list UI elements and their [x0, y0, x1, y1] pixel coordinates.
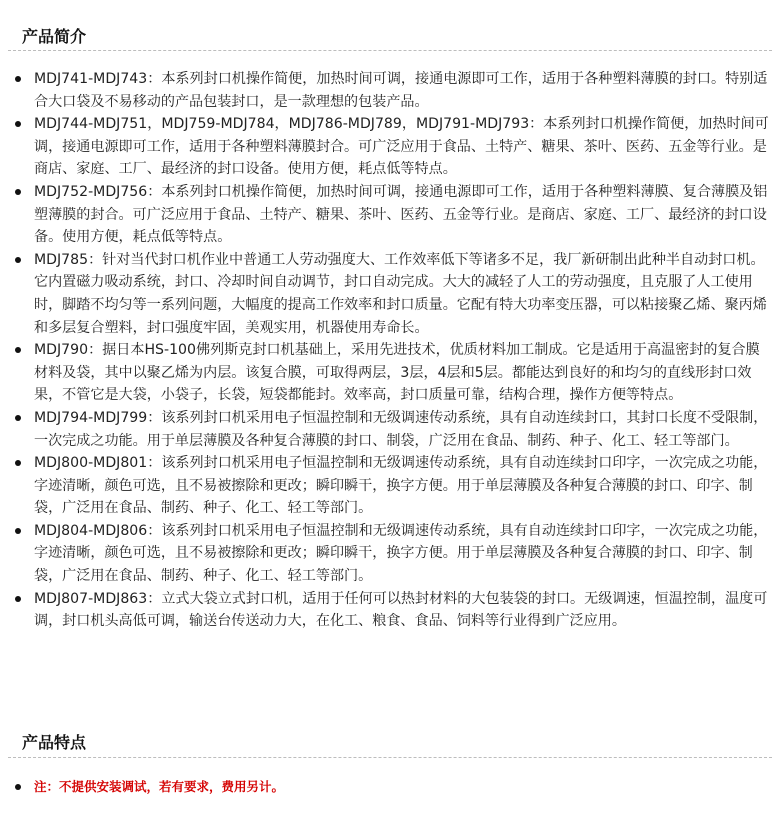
bullet-icon [15, 784, 21, 790]
features-list [0, 778, 776, 796]
list-item-text: MDJ741-MDJ743：本系列封口机操作简便，加热时间可调，接通电源即可工作，适用于各种塑料薄膜的封口。特别适合大口袋及不易移动的产品包装封口，是一款理想的包装产品。 [34, 71, 768, 110]
bullet-icon [15, 415, 21, 421]
features-divider [8, 757, 772, 758]
list-item [0, 407, 776, 452]
features-note [0, 778, 776, 796]
bullet-icon [15, 596, 21, 602]
intro-list [0, 68, 776, 633]
bullet-icon [15, 460, 21, 466]
bullet-icon [15, 528, 21, 534]
list-item [0, 520, 776, 588]
bullet-icon [15, 347, 21, 353]
list-item [0, 452, 776, 520]
bullet-icon [15, 76, 21, 82]
list-item-text: MDJ744-MDJ751，MDJ759-MDJ784，MDJ786-MDJ789，MDJ791-MDJ793：本系列封口机操作简便，加热时间可调，接通电源即可工作，适用于各种塑料薄膜封合。可广泛应用于食品、土特产、糖果、茶叶、医药、五金等行业。是商店、家庭、工厂、最经济的封口设备。使用方便，耗点低等特点。 [34, 116, 769, 178]
list-item [0, 249, 776, 339]
list-item-text: MDJ807-MDJ863：立式大袋立式封口机，适用于任何可以热封材料的大包装袋的封口。无级调速，恒温控制，温度可调，封口机头高低可调，输送台传送动力大，在化工、粮食、食品、饲料等行业得到广泛应用。 [34, 590, 768, 630]
list-item [0, 588, 776, 633]
list-item-text: MDJ790：据日本HS-100佛列斯克封口机基础上，采用先进技术，优质材料加工制成。它是适用于高温密封的复合膜材料及袋，其中以聚乙烯为内层。该复合膜，可取得两层，3层，4层和5层。都能达到良好的和均匀的直线形封口效果，不管它是大袋，小袋子，长袋，短袋都能封。效率高，封口质量可靠，结构合理，操作方便等特点。 [34, 342, 760, 404]
features-note-text: 注：不提供安装调试，若有要求，费用另计。 [34, 779, 285, 794]
list-item [0, 339, 776, 407]
features-title: 产品特点 [22, 733, 87, 752]
bullet-icon [15, 257, 21, 263]
list-item-text: MDJ804-MDJ806：该系列封口机采用电子恒温控制和无级调速传动系统，具有自动连续封口印字，一次完成之功能，字迹清晰，颜色可选，且不易被擦除和更改；瞬印瞬干，换字方便。用于单层薄膜及各种复合薄膜的封口、印字、制袋，广泛用在食品、制药、种子、化工、轻工等部门。 [34, 522, 768, 585]
list-item-text: MDJ785：针对当代封口机作业中普通工人劳动强度大、工作效率低下等诸多不足，我厂新研制出此种半自动封口机。它内置磁力吸动系统，封口、冷却时间自动调节，封口自动完成。大大的减轻了人工的劳动强度，且克服了人工使用时，脚踏不均匀等一系列问题，大幅度的提高工作效率和封口质量。它配有特大功率变压器，可以粘接聚乙烯、聚丙烯和多层复合塑料，封口强度牢固，美观实用，机器使用寿命长。 [34, 251, 767, 336]
list-item-text: MDJ800-MDJ801：该系列封口机采用电子恒温控制和无级调速传动系统，具有自动连续封口印字，一次完成之功能，字迹清晰，颜色可选，且不易被擦除和更改；瞬印瞬干，换字方便。用于单层薄膜及各种复合薄膜的封口、印字、制袋，广泛用在食品、制药、种子、化工、轻工等部门。 [34, 455, 768, 517]
intro-title: 产品简介 [22, 27, 87, 46]
intro-divider [8, 50, 772, 51]
list-item [0, 68, 776, 113]
list-item-text: MDJ794-MDJ799：该系列封口机采用电子恒温控制和无级调速传动系统，具有自动连续封口，其封口长度不受限制，一次完成之功能。用于单层薄膜及各种复合薄膜的封口、制袋，广泛用在食品、制药、种子、化工、轻工等部门。 [34, 409, 768, 449]
list-item-text: MDJ752-MDJ756：本系列封口机操作简便，加热时间可调，接通电源即可工作，适用于各种塑料薄膜、复合薄膜及铝塑薄膜的封合。可广泛应用于食品、土特产、糖果、茶叶、医药、五金等行业。是商店、家庭、工厂、最经济的封口设备。使用方便，耗点低等特点。 [34, 183, 768, 246]
list-item [0, 181, 776, 249]
bullet-icon [15, 121, 21, 127]
bullet-icon [15, 189, 21, 195]
list-item [0, 113, 776, 181]
